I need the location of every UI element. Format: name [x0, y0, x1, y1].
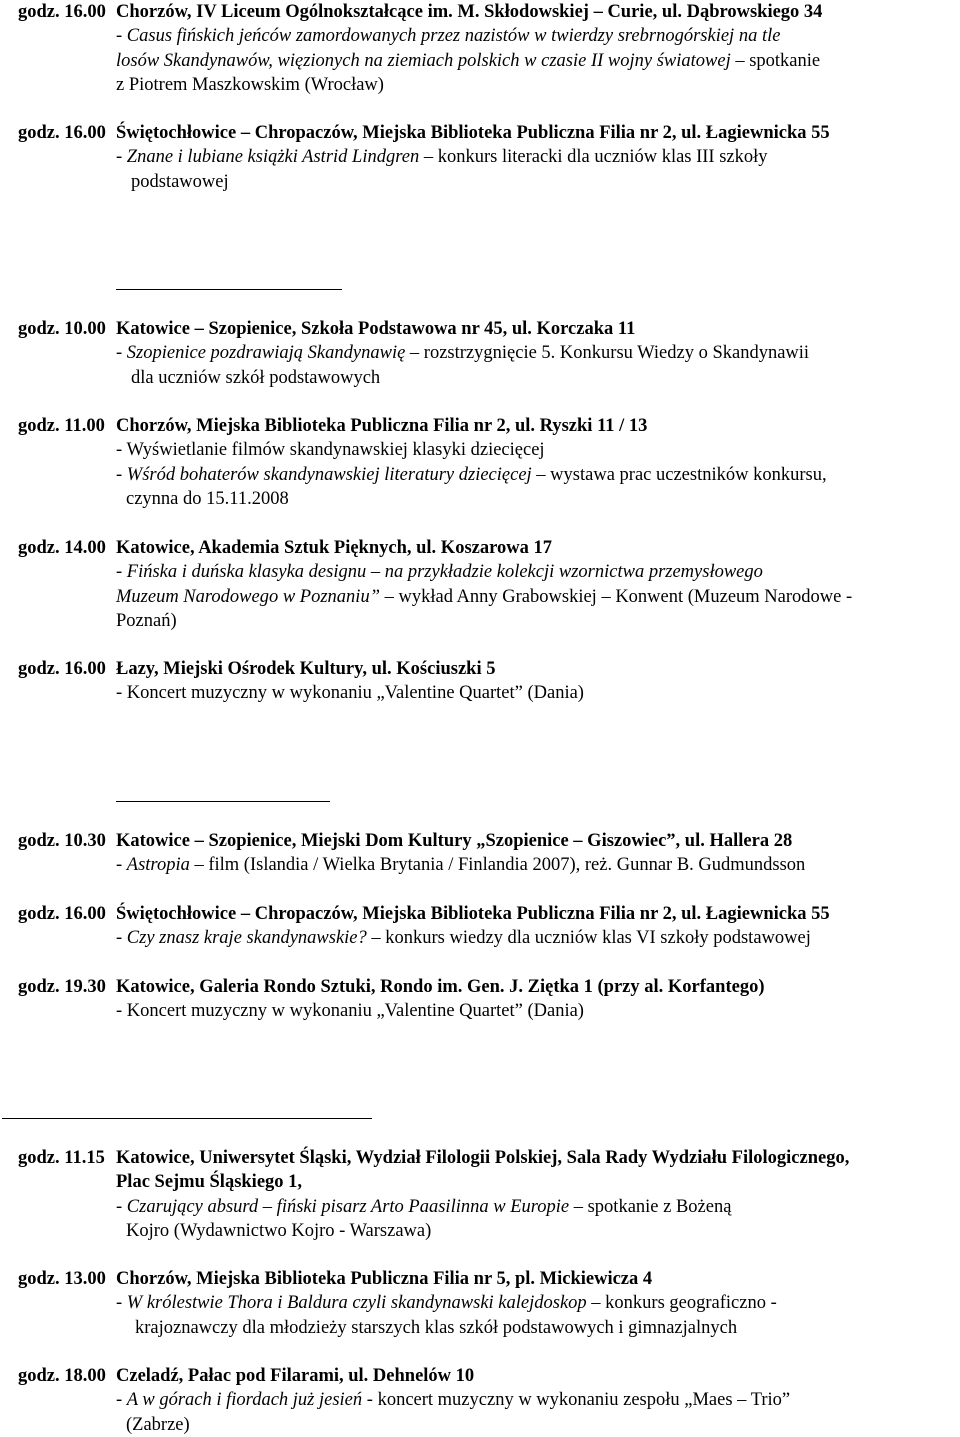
event-description: -	[116, 464, 127, 485]
event-katowice-asp	[0, 536, 960, 633]
event-location: Katowice – Szopienice, Szkoła Podstawowa nr 45, ul. Korczaka 11	[116, 319, 636, 339]
event-description: – spotkanie	[730, 50, 821, 71]
event-time: godz. 14.00	[18, 538, 106, 558]
event-location: Katowice – Szopienice, Miejski Dom Kultury „Szopienice – Giszowiec”, ul. Hallera 28	[116, 831, 793, 851]
event-time: godz. 10.30	[18, 831, 106, 851]
event-time: godz. 18.00	[18, 1366, 106, 1386]
event-description: -	[116, 928, 127, 949]
event-time: godz. 16.00	[18, 2, 106, 22]
event-lazy-concert	[0, 657, 960, 706]
event-location: Katowice, Galeria Rondo Sztuki, Rondo im. Gen. J. Ziętka 1 (przy al. Korfantego)	[116, 977, 765, 997]
event-swietochlowice-literary	[0, 121, 960, 194]
event-description: -	[116, 855, 127, 876]
event-description: -	[116, 343, 127, 364]
event-description: – rozstrzygnięcie 5. Konkursu Wiedzy o Skandynawii	[405, 343, 810, 364]
event-location: Czeladź, Pałac pod Filarami, ul. Dehnelów 10	[116, 1366, 475, 1386]
event-description: z Piotrem Maszkowskim (Wrocław)	[116, 74, 384, 95]
event-location: Świętochłowice – Chropaczów, Miejska Biblioteka Publiczna Filia nr 2, ul. Łagiewnicka 55	[116, 904, 830, 924]
event-czeladz-concert	[0, 1364, 960, 1437]
event-description: - Wyświetlanie filmów skandynawskiej klasyki dziecięcej	[116, 440, 545, 461]
event-description: krajoznawczy dla młodzieży starszych klas szkół podstawowych i gimnazjalnych	[135, 1317, 738, 1338]
event-description: Muzeum Narodowego w Poznaniu”	[116, 586, 380, 607]
event-description: -	[116, 562, 127, 583]
event-time: godz. 11.15	[18, 1148, 105, 1168]
event-description: Astropia	[126, 855, 190, 876]
event-description: - Koncert muzyczny w wykonaniu „Valentine Quartet” (Dania)	[116, 1001, 584, 1022]
event-swietochlowice-quiz	[0, 902, 960, 951]
day-divider	[116, 801, 330, 802]
event-time: godz. 13.00	[18, 1269, 106, 1289]
event-location: Świętochłowice – Chropaczów, Miejska Biblioteka Publiczna Filia nr 2, ul. Łagiewnicka 55	[116, 123, 830, 143]
event-description: – wystawa prac uczestników konkursu,	[531, 464, 827, 485]
event-szopienice-contest	[0, 317, 960, 390]
event-uniwersytet-slaski	[0, 1146, 960, 1243]
event-location: Chorzów, Miejska Biblioteka Publiczna Filia nr 5, pl. Mickiewicza 4	[116, 1269, 653, 1289]
event-time: godz. 16.00	[18, 123, 106, 143]
event-location: Chorzów, IV Liceum Ogólnokształcące im. M. Skłodowskiej – Curie, ul. Dąbrowskiego 34	[116, 2, 823, 22]
event-description: (Zabrze)	[126, 1414, 190, 1435]
event-description: – konkurs wiedzy dla uczniów klas VI szkoły podstawowej	[366, 928, 811, 949]
event-description: – film (Islandia / Wielka Brytania / Finlandia 2007), reż. Gunnar B. Gudmundsson	[189, 855, 806, 876]
event-description: -	[116, 1293, 127, 1314]
event-description: podstawowej	[131, 171, 229, 192]
event-time: godz. 16.00	[18, 904, 106, 924]
event-time: godz. 16.00	[18, 659, 106, 679]
event-description: W królestwie Thora i Baldura czyli skandynawski kalejdoskop	[126, 1293, 587, 1314]
event-description: Poznań)	[116, 610, 177, 631]
event-description: - koncert muzyczny w wykonaniu zespołu „Maes – Trio”	[362, 1390, 791, 1411]
event-location: Katowice, Uniwersytet Śląski, Wydział Filologii Polskiej, Sala Rady Wydziału Filologicznego,	[116, 1148, 850, 1168]
event-description: Czy znasz kraje skandynawskie?	[126, 928, 367, 949]
event-location: Łazy, Miejski Ośrodek Kultury, ul. Kościuszki 5	[116, 659, 496, 679]
event-description: – konkurs literacki dla uczniów klas III szkoły	[419, 147, 768, 168]
event-description: Czarujący absurd – fiński pisarz Arto Paasilinna w Europie	[126, 1196, 570, 1217]
event-szopienice-film	[0, 829, 960, 878]
event-description: -	[116, 1390, 127, 1411]
event-description: Szopienice pozdrawiają Skandynawię	[126, 343, 406, 364]
event-description: dla uczniów szkół podstawowych	[131, 367, 381, 388]
event-description: Fińska i duńska klasyka designu – na przykładzie kolekcji wzornictwa przemysłowego	[126, 562, 763, 583]
day-divider	[116, 289, 342, 290]
event-location: Chorzów, Miejska Biblioteka Publiczna Filia nr 2, ul. Ryszki 11 / 13	[116, 416, 648, 436]
event-description: - Znane i lubiane książki Astrid Lindgren	[116, 147, 420, 168]
event-chorzow-geography	[0, 1267, 960, 1340]
event-description: Wśród bohaterów skandynawskiej literatury dziecięcej	[126, 464, 532, 485]
event-location: Plac Sejmu Śląskiego 1,	[116, 1172, 303, 1193]
event-time: godz. 19.30	[18, 977, 106, 997]
event-description: losów Skandynawów, więzionych na ziemiach polskich w czasie II wojny światowej	[116, 50, 731, 71]
event-description: Kojro (Wydawnictwo Kojro - Warszawa)	[126, 1220, 432, 1241]
day-divider	[2, 1118, 372, 1119]
event-time: godz. 10.00	[18, 319, 106, 339]
event-description: -	[116, 1196, 127, 1217]
event-description: czynna do 15.11.2008	[126, 488, 289, 509]
event-description: – spotkanie z Bożeną	[569, 1196, 732, 1217]
event-description: A w górach i fiordach już jesień	[126, 1390, 363, 1411]
event-rondo-concert	[0, 975, 960, 1024]
event-description: – wykład Anny Grabowskiej – Konwent (Muzeum Narodowe -	[379, 586, 853, 607]
event-description: – konkurs geograficzno -	[586, 1293, 777, 1314]
event-description: - Koncert muzyczny w wykonaniu „Valentine Quartet” (Dania)	[116, 683, 584, 704]
event-location: Katowice, Akademia Sztuk Pięknych, ul. Koszarowa 17	[116, 538, 552, 558]
event-description: - Casus fińskich jeńców zamordowanych przez nazistów w twierdzy srebrnogórskiej na tle	[116, 26, 781, 47]
event-time: godz. 11.00	[18, 416, 105, 436]
event-chorzow-films	[0, 414, 960, 511]
event-chorzow-liceum	[0, 0, 960, 97]
